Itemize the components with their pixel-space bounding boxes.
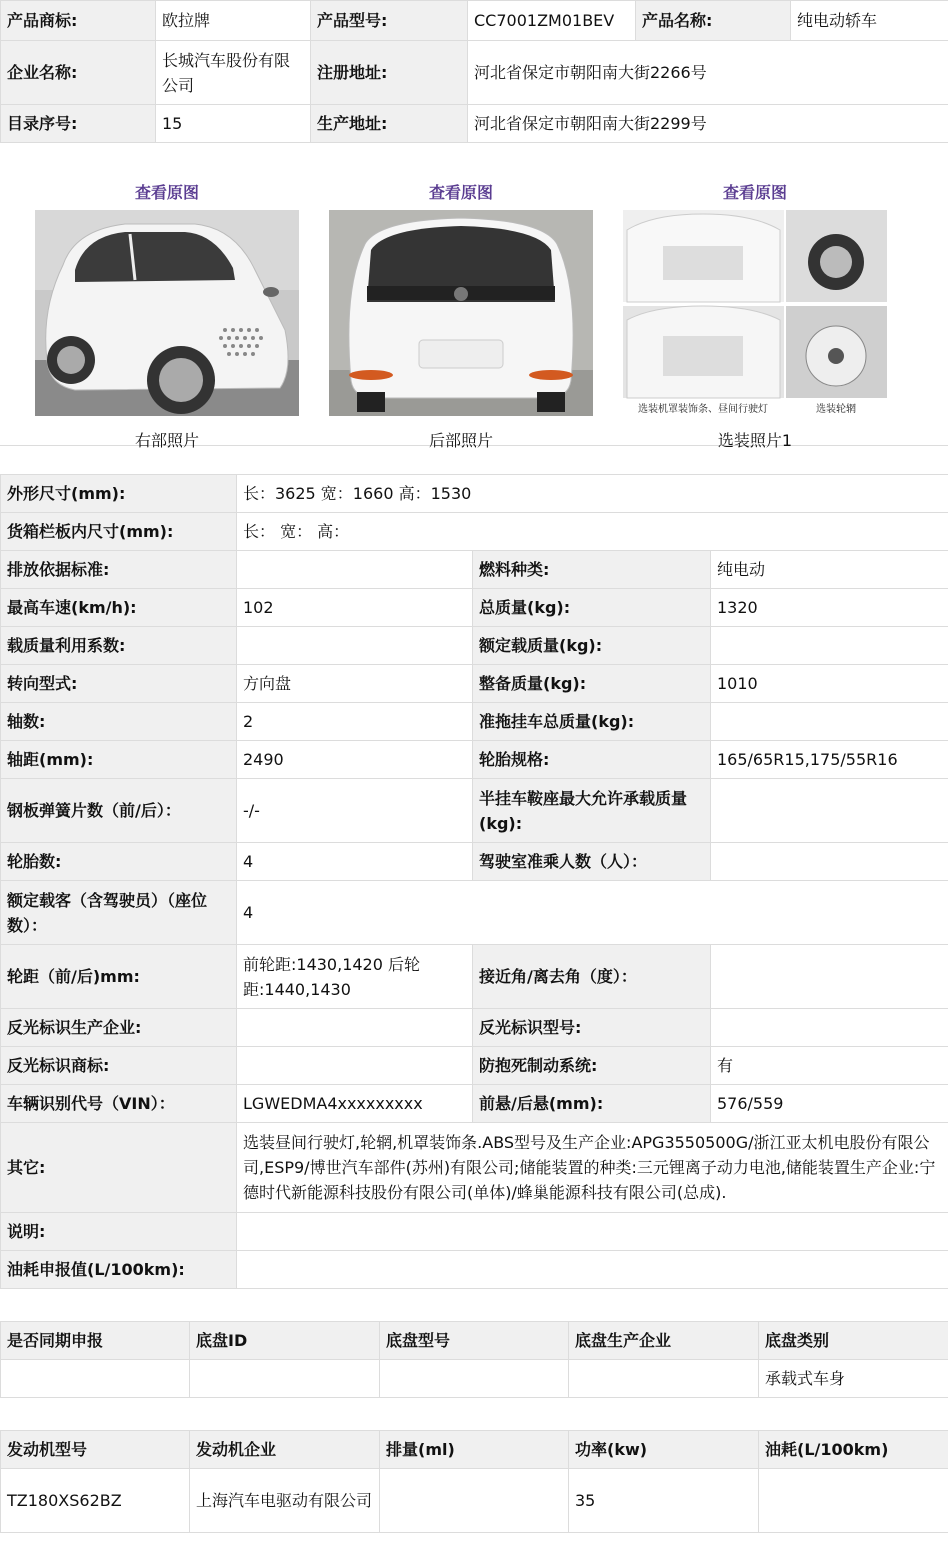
engine-header: 排量(ml) [380,1431,569,1469]
value-reg-address: 河北省保定市朝阳南大街2266号 [468,41,948,105]
engine-cell: TZ180XS62BZ [1,1469,190,1533]
engine-header: 油耗(L/100km) [759,1431,948,1469]
photo-caption-1: 右部照片 [134,431,199,450]
label-model: 产品型号: [311,1,468,41]
spec-value [711,627,948,665]
optional-parts-photo[interactable] [623,210,887,416]
spec-value [237,1047,473,1085]
photo-caption-2: 后部照片 [428,431,493,450]
spec-label: 燃料种类: [473,551,711,589]
spec-label: 轴距(mm): [1,741,237,779]
spec-value [711,703,948,741]
value-catalog-no: 15 [156,105,311,143]
spec-value [711,1009,948,1047]
label-product-name: 产品名称: [636,1,791,41]
chassis-header: 底盘类别 [759,1322,948,1360]
value-outline: 长：3625 宽：1660 高：1530 [237,475,948,513]
view-original-link-2[interactable]: 查看原图 [428,183,493,202]
spec-label: 最高车速(km/h): [1,589,237,627]
spec-label: 整备质量(kg): [473,665,711,703]
spec-label: 轮距（前/后)mm: [1,945,237,1009]
spec-value: 4 [237,843,473,881]
spec-value: 576/559 [711,1085,948,1123]
spec-label: 轴数: [1,703,237,741]
engine-cell [759,1469,948,1533]
chassis-header: 底盘ID [190,1322,380,1360]
spec-value: LGWEDMA4xxxxxxxxx [237,1085,473,1123]
label-outline: 外形尺寸(mm): [1,475,237,513]
label-catalog-no: 目录序号: [1,105,156,143]
spec-value: 2 [237,703,473,741]
engine-header: 发动机型号 [1,1431,190,1469]
label-company: 企业名称: [1,41,156,105]
spec-label: 反光标识商标: [1,1047,237,1085]
chassis-header: 底盘生产企业 [569,1322,759,1360]
spec-value: 2490 [237,741,473,779]
spec-value: 纯电动 [711,551,948,589]
spec-value [237,551,473,589]
value-trademark: 欧拉牌 [156,1,311,41]
spec-table [0,474,948,1289]
engine-cell [380,1469,569,1533]
spec-value [237,1009,473,1047]
engine-cell: 上海汽车电驱动有限公司 [190,1469,380,1533]
value-note [237,1213,948,1251]
value-fuel [237,1251,948,1289]
value-other: 选装昼间行驶灯,轮辋,机罩装饰条.ABS型号及生产企业:APG3550500G/浙江亚太机电股份有限公司,ESP9/博世汽车部件(苏州)有限公司;储能装置的种类:三元锂离子动力电池,储能装置生产企业:宁德时代新能源科技股份有限公司(单体)/蜂巢能源科技有限公司(总成). [237,1123,948,1213]
engine-cell: 35 [569,1469,759,1533]
engine-header: 发动机企业 [190,1431,380,1469]
spec-label: 半挂车鞍座最大允许承载质量(kg): [473,779,711,843]
spec-value [711,945,948,1009]
label-other: 其它: [1,1123,237,1213]
chassis-cell [1,1360,190,1398]
value-model: CC7001ZM01BEV [468,1,636,41]
spec-value: 1010 [711,665,948,703]
car-side-photo[interactable] [35,210,299,416]
label-note: 说明: [1,1213,237,1251]
spec-value: 方向盘 [237,665,473,703]
label-trademark: 产品商标: [1,1,156,41]
value-prod-address: 河北省保定市朝阳南大街2299号 [468,105,948,143]
spec-label: 钢板弹簧片数（前/后）： [1,779,237,843]
spec-label: 额定载质量(kg): [473,627,711,665]
spec-label: 接近角/离去角（度）： [473,945,711,1009]
photo-caption-3: 选装照片1 [717,431,793,450]
sub-caption-1: 选装机罩装饰条、昼间行驶灯 [638,404,768,415]
spec-value: 102 [237,589,473,627]
view-original-link-1[interactable]: 查看原图 [134,183,199,202]
label-fuel: 油耗申报值(L/100km): [1,1251,237,1289]
photo-section [0,143,948,450]
value-company: 长城汽车股份有限公司 [156,41,311,105]
spec-label: 驾驶室准乘人数（人）： [473,843,711,881]
chassis-cell: 承载式车身 [759,1360,948,1398]
spec-label: 防抱死制动系统: [473,1047,711,1085]
label-passengers: 额定载客（含驾驶员）（座位数）： [1,881,237,945]
spec-label: 轮胎规格: [473,741,711,779]
spec-value [237,627,473,665]
spec-label: 轮胎数: [1,843,237,881]
spec-value: 165/65R15,175/55R16 [711,741,948,779]
spec-label: 反光标识型号: [473,1009,711,1047]
spec-value [711,843,948,881]
chassis-cell [569,1360,759,1398]
label-cargo: 货箱栏板内尺寸(mm): [1,513,237,551]
chassis-cell [190,1360,380,1398]
value-passengers: 4 [237,881,948,945]
spec-value: 前轮距:1430,1420 后轮距:1440,1430 [237,945,473,1009]
engine-header: 功率(kw) [569,1431,759,1469]
value-cargo: 长： 宽： 高： [237,513,948,551]
spec-value: 1320 [711,589,948,627]
value-product-name: 纯电动轿车 [791,1,948,41]
spec-label: 排放依据标准: [1,551,237,589]
view-original-link-3[interactable]: 查看原图 [722,183,787,202]
spec-label: 转向型式: [1,665,237,703]
product-header-table [0,0,948,143]
chassis-table [0,1321,948,1398]
label-reg-address: 注册地址: [311,41,468,105]
spec-value: -/- [237,779,473,843]
spec-label: 反光标识生产企业: [1,1009,237,1047]
chassis-header: 底盘型号 [380,1322,569,1360]
car-rear-photo[interactable] [329,210,593,416]
spec-value: 有 [711,1047,948,1085]
spec-value [711,779,948,843]
spec-label: 准拖挂车总质量(kg): [473,703,711,741]
spec-label: 总质量(kg): [473,589,711,627]
chassis-cell [380,1360,569,1398]
chassis-header: 是否同期申报 [1,1322,190,1360]
engine-table [0,1430,948,1533]
spec-label: 载质量利用系数: [1,627,237,665]
sub-caption-2: 选装轮辋 [816,404,856,415]
spec-label: 车辆识别代号（VIN）： [1,1085,237,1123]
label-prod-address: 生产地址: [311,105,468,143]
spec-label: 前悬/后悬(mm): [473,1085,711,1123]
